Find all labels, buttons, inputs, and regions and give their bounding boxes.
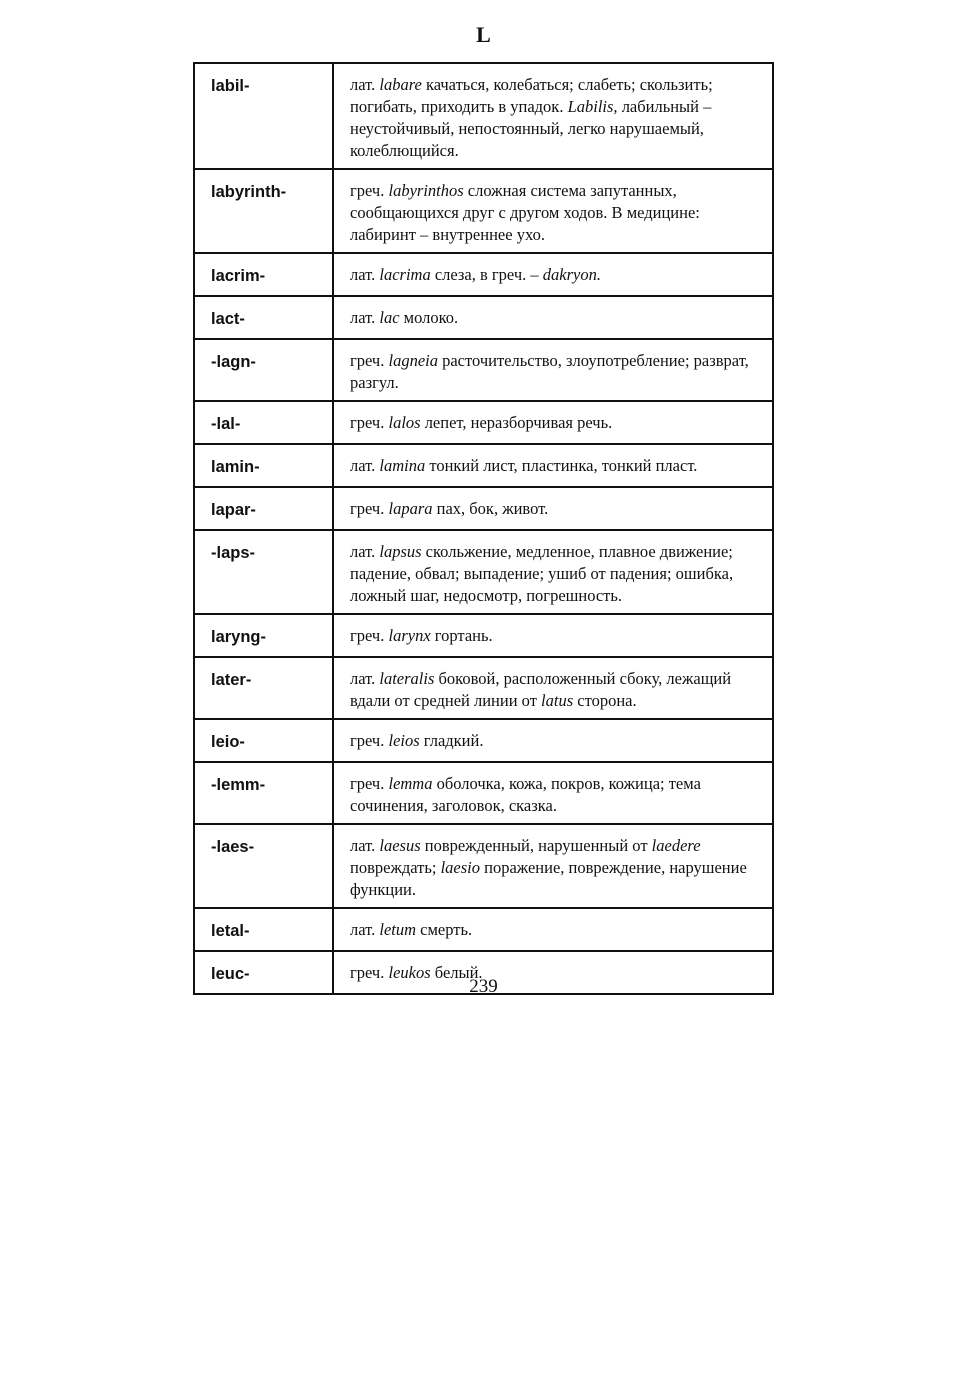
definition-segment: греч. bbox=[350, 626, 389, 645]
entry-term: laryng- bbox=[194, 614, 333, 657]
entry-term: lamin- bbox=[194, 444, 333, 487]
definition-italic-segment: labyrinthos bbox=[388, 181, 464, 200]
entry-definition bbox=[333, 530, 773, 614]
table-row bbox=[194, 253, 773, 296]
definition-segment: лат. bbox=[350, 75, 380, 94]
definition-italic-segment: lapara bbox=[388, 499, 433, 518]
definition-italic-segment: lac bbox=[379, 308, 400, 327]
table-row bbox=[194, 401, 773, 444]
definition-segment: скольжение, медленное, плавное движение; падение, обвал; выпадение; ушиб от падения; ошибка, ложный шаг, недосмотр, погрешность. bbox=[350, 542, 734, 605]
entry-term: lact- bbox=[194, 296, 333, 339]
definition-italic-segment: lateralis bbox=[379, 669, 435, 688]
table-row bbox=[194, 169, 773, 253]
definition-segment: лабильный – неустойчивый, непостоянный, легко нарушаемый, колеблющийся. bbox=[350, 97, 712, 160]
table-row bbox=[194, 762, 773, 824]
definition-segment: гортань. bbox=[430, 626, 493, 645]
entry-definition bbox=[333, 296, 773, 339]
section-letter: L bbox=[476, 22, 491, 47]
entry-definition bbox=[333, 63, 773, 169]
definition-segment: греч. bbox=[350, 731, 389, 750]
definition-segment: оболочка, кожа, покров, кожица; тема сочинения, заголовок, сказка. bbox=[350, 774, 701, 815]
entry-definition bbox=[333, 657, 773, 719]
definition-segment: лат. bbox=[350, 669, 380, 688]
definition-italic-segment: dakryon. bbox=[542, 265, 601, 284]
table-row bbox=[194, 339, 773, 401]
entry-term: -lal- bbox=[194, 401, 333, 444]
definition-segment: слеза, в греч. – bbox=[430, 265, 543, 284]
definition-italic-segment: leukos bbox=[388, 963, 431, 982]
table-row bbox=[194, 296, 773, 339]
definition-italic-segment: lamina bbox=[379, 456, 426, 475]
definition-segment: лат. bbox=[350, 308, 380, 327]
definition-italic-segment: lapsus bbox=[379, 542, 422, 561]
definition-segment: тонкий лист, пластинка, тонкий пласт. bbox=[425, 456, 698, 475]
definition-italic-segment: lalos bbox=[388, 413, 421, 432]
definition-segment: лат. bbox=[350, 920, 380, 939]
definition-segment: гладкий. bbox=[419, 731, 484, 750]
table-row bbox=[194, 908, 773, 951]
dictionary-body bbox=[194, 63, 773, 994]
entry-term: letal- bbox=[194, 908, 333, 951]
definition-italic-segment: larynx bbox=[388, 626, 431, 645]
definition-segment: сторона. bbox=[573, 691, 637, 710]
definition-segment: греч. bbox=[350, 774, 389, 793]
entry-definition bbox=[333, 339, 773, 401]
dictionary-table bbox=[193, 62, 774, 995]
definition-segment: пах, бок, живот. bbox=[432, 499, 549, 518]
table-row bbox=[194, 530, 773, 614]
definition-italic-segment: laesio bbox=[440, 858, 481, 877]
definition-segment: смерть. bbox=[416, 920, 473, 939]
definition-segment: греч. bbox=[350, 963, 389, 982]
definition-italic-segment: Labilis, bbox=[567, 97, 618, 116]
definition-segment: поврежденный, нарушенный от bbox=[420, 836, 652, 855]
definition-italic-segment: lemma bbox=[388, 774, 433, 793]
table-row bbox=[194, 444, 773, 487]
entry-term: -laes- bbox=[194, 824, 333, 908]
definition-italic-segment: laedere bbox=[651, 836, 701, 855]
definition-italic-segment: lagneia bbox=[388, 351, 438, 370]
definition-segment: повреждать; bbox=[350, 858, 441, 877]
definition-segment: качаться, колебаться; слабеть; скользить; погибать, приходить в упадок. bbox=[350, 75, 713, 116]
definition-segment: греч. bbox=[350, 181, 389, 200]
definition-segment: лепет, неразборчивая речь. bbox=[420, 413, 613, 432]
definition-segment: лат. bbox=[350, 836, 380, 855]
entry-term: lacrim- bbox=[194, 253, 333, 296]
entry-definition bbox=[333, 444, 773, 487]
definition-segment: лат. bbox=[350, 265, 380, 284]
entry-term: labyrinth- bbox=[194, 169, 333, 253]
definition-italic-segment: latus bbox=[541, 691, 574, 710]
entry-definition bbox=[333, 253, 773, 296]
definition-segment: лат. bbox=[350, 456, 380, 475]
definition-italic-segment: lacrima bbox=[379, 265, 431, 284]
entry-definition bbox=[333, 401, 773, 444]
entry-definition bbox=[333, 487, 773, 530]
page-number: 239 bbox=[469, 976, 498, 997]
entry-term: -lemm- bbox=[194, 762, 333, 824]
definition-italic-segment: letum bbox=[379, 920, 417, 939]
entry-term: labil- bbox=[194, 63, 333, 169]
entry-definition bbox=[333, 908, 773, 951]
entry-term: later- bbox=[194, 657, 333, 719]
entry-term: leio- bbox=[194, 719, 333, 762]
definition-segment: лат. bbox=[350, 542, 380, 561]
entry-definition bbox=[333, 719, 773, 762]
definition-segment: поражение, повреждение, нарушение функции. bbox=[350, 858, 747, 899]
table-row bbox=[194, 63, 773, 169]
entry-definition bbox=[333, 169, 773, 253]
definition-segment: белый. bbox=[430, 963, 483, 982]
definition-segment: греч. bbox=[350, 351, 389, 370]
entry-term: -laps- bbox=[194, 530, 333, 614]
definition-italic-segment: labare bbox=[379, 75, 422, 94]
definition-segment: греч. bbox=[350, 413, 389, 432]
definition-segment: молоко. bbox=[399, 308, 459, 327]
entry-term: lapar- bbox=[194, 487, 333, 530]
definition-segment: греч. bbox=[350, 499, 389, 518]
table-row bbox=[194, 614, 773, 657]
definition-segment: расточительство, злоупотребление; разврат, разгул. bbox=[350, 351, 749, 392]
entry-definition bbox=[333, 824, 773, 908]
definition-segment: боковой, расположенный сбоку, лежащий вдали от средней линии от bbox=[350, 669, 732, 710]
table-row bbox=[194, 487, 773, 530]
table-row bbox=[194, 719, 773, 762]
entry-definition bbox=[333, 614, 773, 657]
table-row bbox=[194, 824, 773, 908]
table-row bbox=[194, 657, 773, 719]
entry-definition bbox=[333, 762, 773, 824]
definition-italic-segment: laesus bbox=[379, 836, 421, 855]
entry-term: leuc- bbox=[194, 951, 333, 994]
definition-italic-segment: leios bbox=[388, 731, 420, 750]
definition-segment: сложная система запутанных, сообщающихся друг с другом ходов. В медицине: лабиринт – внутреннее ухо. bbox=[350, 181, 700, 244]
entry-term: -lagn- bbox=[194, 339, 333, 401]
